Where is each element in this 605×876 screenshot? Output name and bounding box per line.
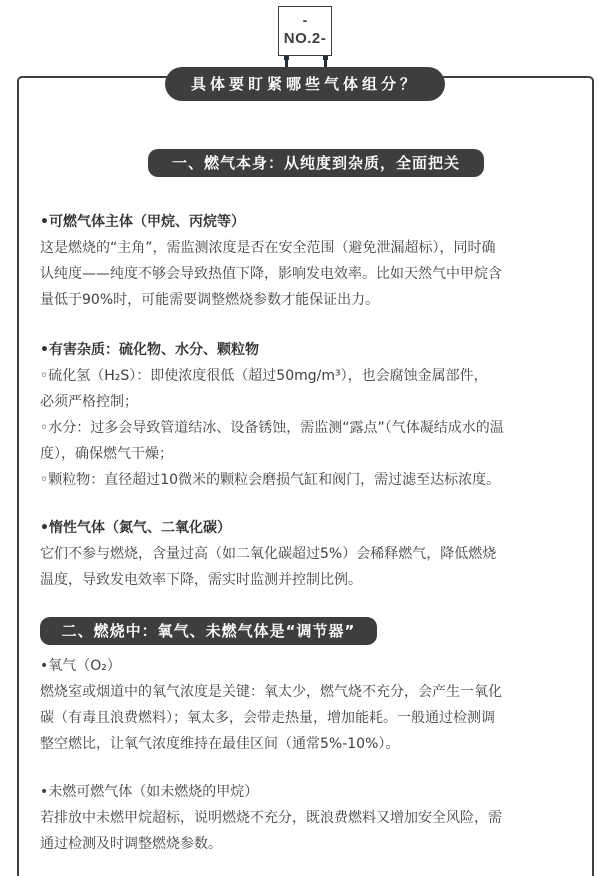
item-line: 必须严格控制； [40,394,138,410]
item-line: 燃烧室或烟道中的氧气浓度是关键：氧太少，燃气烧不充分，会产生一氧化 [40,684,502,700]
item-line: 若排放中未燃甲烷超标，说明燃烧不充分，既浪费燃料又增加安全风险，需 [40,810,502,826]
item-line: 通过检测及时调整燃烧参数。 [40,836,222,852]
item-line: 量低于90%时，可能需要调整燃烧参数才能保证出力。 [40,292,380,308]
item-line: 碳（有毒且浪费燃料）；氧太多，会带走热量，增加能耗。一般通过检测调 [40,710,495,726]
item-line: 整空燃比，让氧气浓度维持在最佳区间（通常5%-10%）。 [40,736,400,752]
item-inert-gas [40,515,580,593]
main-title: 具体要盯紧哪些气体组分？ [165,67,445,101]
item-combustible-gas [40,209,580,313]
item-harmful-impurities [40,337,580,493]
section-heading-1: 一、燃气本身：从纯度到杂质，全面把关 [148,149,484,177]
section-number-badge [278,6,332,56]
item-line: ◦硫化氢（H₂S）：即使浓度很低（超过50mg/m³），也会腐蚀金属部件， [40,368,488,384]
item-line: ◦颗粒物：直径超过10微米的颗粒会磨损气缸和阀门，需过滤至达标浓度。 [40,472,501,488]
item-line: 这是燃烧的“主角”，需监测浓度是否在安全范围（避免泄漏超标），同时确 [40,240,496,256]
item-unburned-gas [40,779,580,857]
item-title: •未燃可燃气体（如未燃烧的甲烷） [40,784,259,800]
section-heading-2: 二、燃烧中：氧气、未燃气体是“调节器” [40,617,377,645]
badge-dash: - [302,12,308,28]
item-line: 认纯度——纯度不够会导致热值下降，影响发电效率。比如天然气中甲烷含 [40,266,502,282]
item-oxygen [40,653,580,757]
item-title: •可燃气体主体（甲烷、丙烷等） [40,214,245,230]
item-line: 温度，导致发电效率下降，需实时监测并控制比例。 [40,572,362,588]
item-title: •氧气（O₂） [40,658,121,674]
badge-number: NO.2- [283,30,327,47]
item-line: 度），确保燃气干燥； [40,446,173,462]
item-title: •有害杂质：硫化物、水分、颗粒物 [40,342,259,358]
item-title: •惰性气体（氮气、二氧化碳） [40,520,231,536]
item-line: 它们不参与燃烧，含量过高（如二氧化碳超过5%）会稀释燃气，降低燃烧 [40,546,497,562]
item-line: ◦水分：过多会导致管道结冰、设备锈蚀，需监测“露点”（气体凝结成水的温 [40,420,504,436]
